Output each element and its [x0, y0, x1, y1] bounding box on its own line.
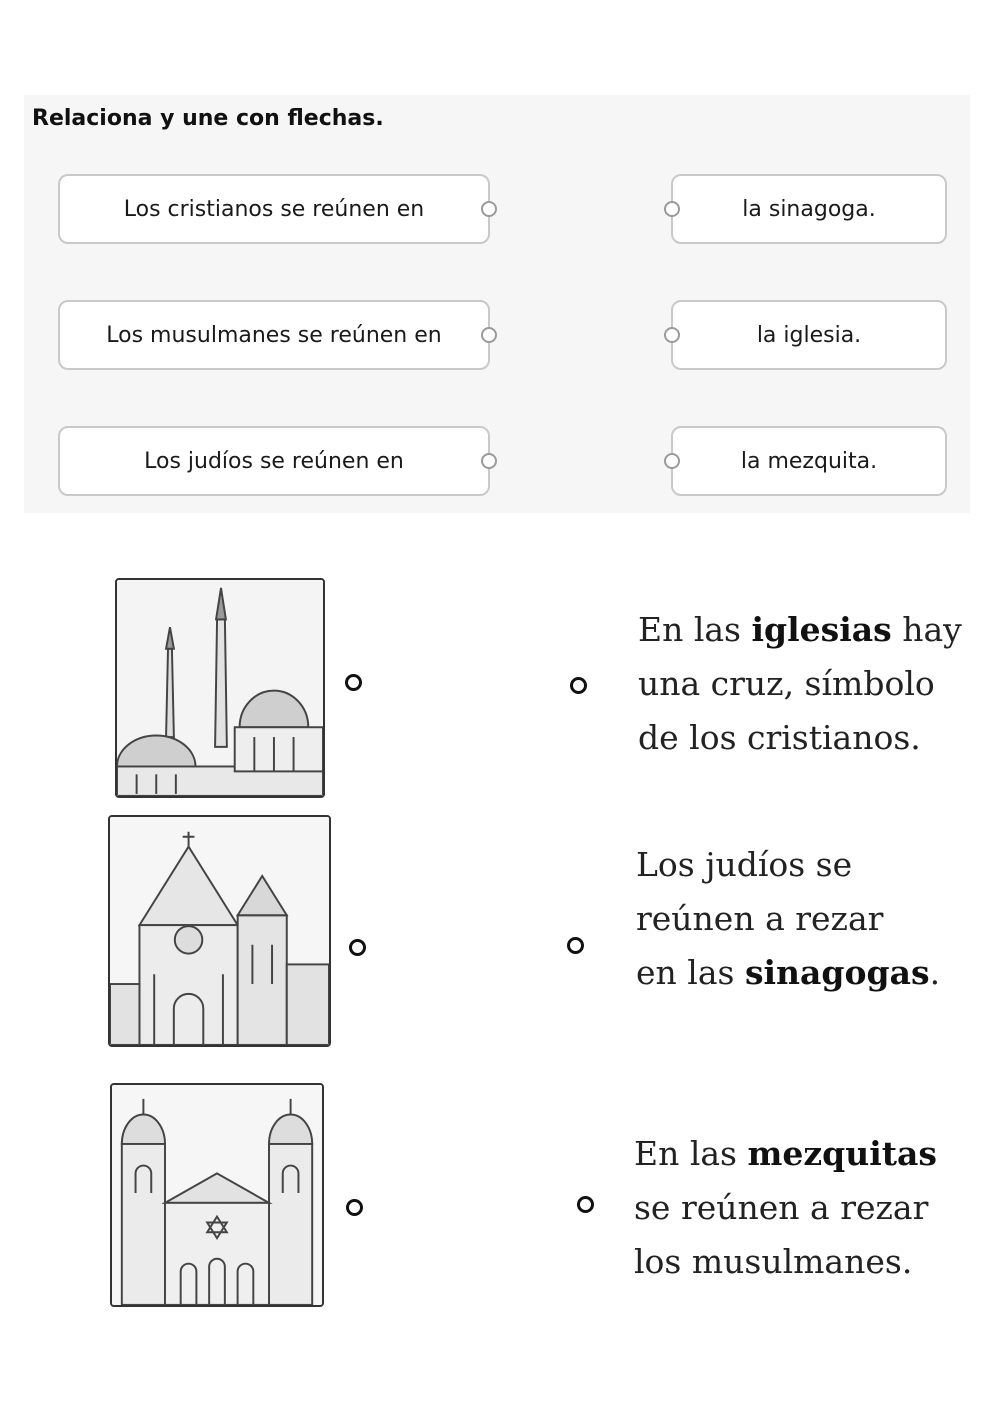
text: En las	[638, 610, 752, 649]
match-left-card-muslims[interactable]	[58, 300, 490, 370]
sentence-line: se reúnen a rezar	[634, 1188, 929, 1227]
picture-2-connector-dot[interactable]	[349, 939, 366, 956]
sentence-line: de los cristianos.	[638, 718, 921, 757]
sentence-mosques	[634, 1127, 937, 1289]
sentence-3-connector-dot[interactable]	[577, 1196, 594, 1213]
match-right-card-synagogue[interactable]	[671, 174, 947, 244]
card-label: Los musulmanes se reúnen en	[106, 322, 442, 348]
card-label: la iglesia.	[756, 322, 862, 348]
card-label: la mezquita.	[740, 448, 878, 474]
connector-knob[interactable]	[664, 453, 680, 469]
match-left-card-jews[interactable]	[58, 426, 490, 496]
match-right-card-mosque[interactable]	[671, 426, 947, 496]
connector-knob[interactable]	[481, 201, 497, 217]
text: .	[929, 953, 941, 992]
mosque-picture	[115, 578, 325, 798]
text: en las	[636, 953, 745, 992]
card-label: Los cristianos se reúnen en	[123, 196, 425, 222]
match-right-card-church[interactable]	[671, 300, 947, 370]
card-label: Los judíos se reúnen en	[144, 448, 404, 474]
instruction-heading: Relaciona y une con flechas.	[32, 106, 384, 131]
sentence-line	[636, 946, 940, 1000]
text: hay	[891, 610, 962, 649]
match-left-card-christians[interactable]	[58, 174, 490, 244]
connector-knob[interactable]	[481, 327, 497, 343]
picture-1-connector-dot[interactable]	[345, 674, 362, 691]
synagogue-picture	[110, 1083, 324, 1307]
sentence-line: una cruz, símbolo	[638, 664, 935, 703]
sentence-line	[638, 603, 962, 657]
connector-knob[interactable]	[664, 201, 680, 217]
sentence-churches	[638, 603, 962, 765]
keyword-bold: sinagogas	[744, 953, 930, 992]
sentence-line	[634, 1127, 937, 1181]
card-label: la sinagoga.	[742, 196, 876, 222]
connector-knob[interactable]	[664, 327, 680, 343]
sentence-line: los musulmanes.	[634, 1242, 913, 1281]
text: En las	[634, 1134, 748, 1173]
keyword-bold: iglesias	[751, 610, 892, 649]
sentence-1-connector-dot[interactable]	[570, 677, 587, 694]
sentence-line: Los judíos se	[636, 845, 853, 884]
sentence-line: reúnen a rezar	[636, 899, 884, 938]
keyword-bold: mezquitas	[747, 1134, 937, 1173]
church-picture	[108, 815, 331, 1047]
sentence-synagogues	[636, 838, 940, 1000]
picture-3-connector-dot[interactable]	[346, 1199, 363, 1216]
connector-knob[interactable]	[481, 453, 497, 469]
sentence-2-connector-dot[interactable]	[567, 937, 584, 954]
